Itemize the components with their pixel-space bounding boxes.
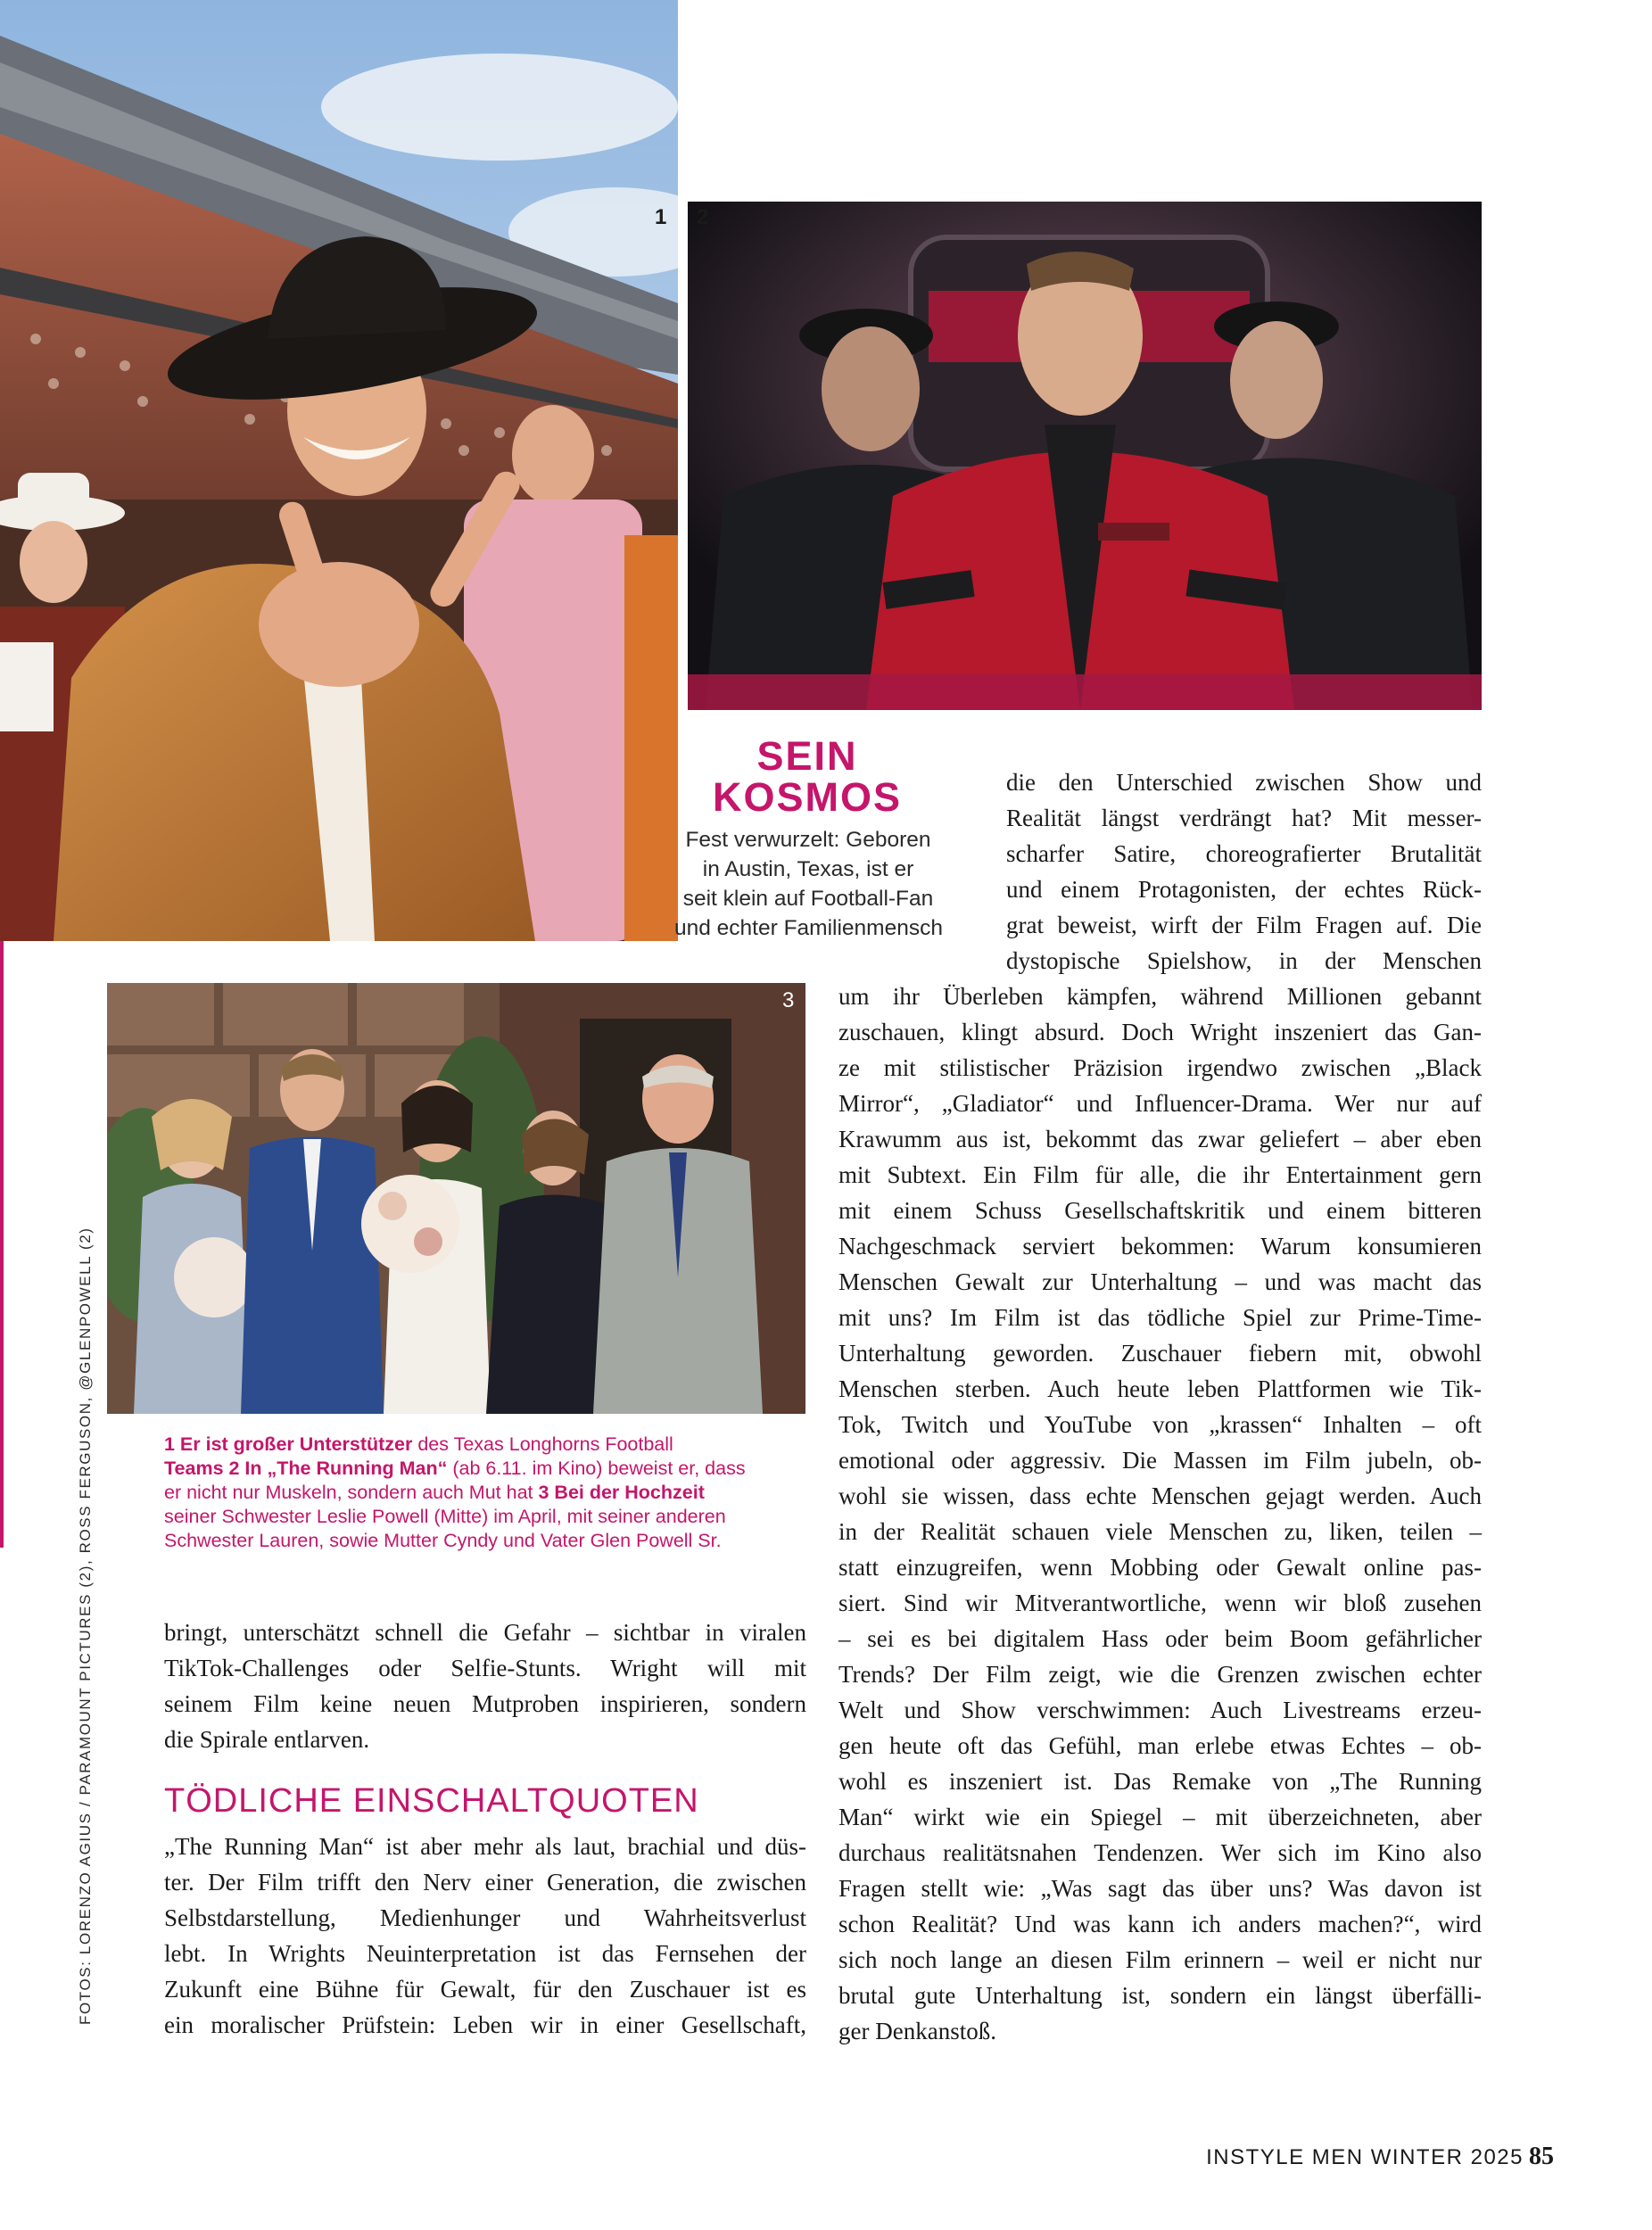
sidebar-text-line: in Austin, Texas, ist er bbox=[702, 857, 914, 881]
photo-running-man-still bbox=[688, 202, 1482, 710]
body-line: dystopische Spielshow, in der Menschen bbox=[1006, 947, 1482, 974]
body-line: bringt, unterschätzt schnell die Gefahr – sichtbar in viralen bbox=[164, 1619, 806, 1646]
body-line: Realität längst verdrängt hat? Mit messer- bbox=[1006, 805, 1482, 831]
body-line: Krawumm aus ist, bekommt das zwar geliefert – aber eben bbox=[838, 1126, 1482, 1152]
photo-number-1: 1 bbox=[655, 205, 667, 229]
body-column-right-top bbox=[1006, 764, 1482, 979]
caption-line bbox=[164, 1433, 806, 1457]
body-line: Man“ wirkt wie ein Spiegel – mit überzeichneten, aber bbox=[838, 1804, 1482, 1830]
photo-number-2: 2 bbox=[697, 205, 709, 229]
body-line: durchaus realitätsnahen Tendenzen. Wer sich im Kino also bbox=[838, 1839, 1482, 1866]
body-line: mit Subtext. Ein Film für alle, die ihr Entertainment gern bbox=[838, 1161, 1482, 1188]
sidebar-text bbox=[674, 825, 942, 943]
body-line: die Spirale entlarven. bbox=[164, 1726, 370, 1753]
photo-credit: FOTOS: LORENZO AGIUS / PARAMOUNT PICTURES (2), ROSS FERGUSON, @GLENPOWELL (2) bbox=[77, 1226, 94, 2025]
body-line: Trends? Der Film zeigt, wie die Grenzen zwischen echter bbox=[838, 1661, 1482, 1688]
sidebar-title-line: SEIN bbox=[756, 733, 858, 779]
body-line: mit einem Schuss Gesellschaftskritik und einem bitteren bbox=[838, 1197, 1482, 1224]
body-column-left-bottom bbox=[164, 1829, 806, 2043]
page-footer bbox=[1206, 2143, 1554, 2171]
magazine-issue: INSTYLE MEN WINTER 2025 bbox=[1206, 2145, 1524, 2169]
body-line: scharfer Satire, choreografierter Brutalität bbox=[1006, 840, 1482, 867]
caption-bold: 3 Bei der Hochzeit bbox=[538, 1482, 705, 1503]
body-line: wohl es inszeniert ist. Das Remake von „The Running bbox=[838, 1768, 1482, 1795]
caption-text: (ab 6.11. im Kino) beweist er, dass bbox=[447, 1458, 746, 1479]
body-line: grat beweist, wirft der Film Fragen auf. Die bbox=[1006, 912, 1482, 938]
caption-bold: 1 Er ist großer Unterstützer bbox=[164, 1433, 413, 1455]
caption-bold: Teams 2 In „The Running Man“ bbox=[164, 1458, 448, 1479]
body-line: Menschen sterben. Auch heute leben Plattformen wie Tik- bbox=[838, 1375, 1482, 1402]
caption-line bbox=[164, 1457, 806, 1481]
body-line: „The Running Man“ ist aber mehr als laut, brachial und düs- bbox=[164, 1833, 806, 1860]
body-line: mit uns? Im Film ist das tödliche Spiel zur Prime-Time- bbox=[838, 1304, 1482, 1331]
body-line: ein moralischer Prüfstein: Leben wir in einer Gesellschaft, bbox=[164, 2011, 806, 2038]
sidebar-text-line: seit klein auf Football-Fan bbox=[682, 887, 934, 911]
sidebar-text-line: und echter Familienmensch bbox=[674, 916, 943, 940]
body-line: wohl sie wissen, dass echte Menschen gejagt werden. Auch bbox=[838, 1483, 1482, 1509]
body-line: Welt und Show verschwimmen: Auch Livestreams erzeu- bbox=[838, 1697, 1482, 1723]
body-line: schon Realität? Und was kann ich anders machen?“, wird bbox=[838, 1911, 1482, 1937]
body-line: brutal gute Unterhaltung ist, sondern ein längst überfälli- bbox=[838, 1982, 1482, 2009]
body-line: um ihr Überleben kämpfen, während Millionen gebannt bbox=[838, 983, 1482, 1010]
photo-stadium-cowboy bbox=[0, 0, 678, 941]
body-line: Unterhaltung geworden. Zuschauer fiebern mit, obwohl bbox=[838, 1340, 1482, 1367]
body-line: Menschen Gewalt zur Unterhaltung – und was macht das bbox=[838, 1268, 1482, 1295]
caption-line bbox=[164, 1481, 806, 1505]
body-line: ter. Der Film trifft den Nerv einer Generation, die zwischen bbox=[164, 1869, 806, 1896]
body-line: lebt. In Wrights Neuinterpretation ist das Fernsehen der bbox=[164, 1940, 806, 1967]
body-line: TikTok-Challenges oder Selfie-Stunts. Wright will mit bbox=[164, 1655, 806, 1681]
photo-wedding-family bbox=[107, 983, 805, 1414]
page-number: 85 bbox=[1529, 2143, 1554, 2170]
body-line: ze mit stilistischer Präzision irgendwo zwischen „Black bbox=[838, 1054, 1482, 1081]
body-line: gen heute oft das Gefühl, man erlebe etwas Echtes – ob- bbox=[838, 1732, 1482, 1759]
sidebar-title-line: KOSMOS bbox=[712, 774, 903, 820]
body-line: ger Denkanstoß. bbox=[838, 2018, 996, 2044]
body-line: statt einzugreifen, wenn Mobbing oder Gewalt online pas- bbox=[838, 1554, 1482, 1581]
body-line: die den Unterschied zwischen Show und bbox=[1006, 769, 1482, 796]
photo-caption bbox=[164, 1433, 806, 1553]
accent-line bbox=[0, 941, 4, 1548]
body-line: in der Realität schauen viele Menschen zu, liken, teilen – bbox=[838, 1518, 1482, 1545]
body-column-left-top bbox=[164, 1615, 806, 1757]
sidebar-title bbox=[687, 733, 928, 820]
body-line: Mirror“, „Gladiator“ und Influencer-Drama. Wer nur auf bbox=[838, 1090, 1482, 1117]
body-line: zuschauen, klingt absurd. Doch Wright inszeniert das Gan- bbox=[838, 1019, 1482, 1045]
body-line: Nachgeschmack serviert bekommen: Warum konsumieren bbox=[838, 1233, 1482, 1260]
caption-text: er nicht nur Muskeln, sondern auch Mut hat bbox=[164, 1482, 539, 1503]
body-line: Fragen stellt wie: „Was sagt das über uns? Was davon ist bbox=[838, 1875, 1482, 1902]
caption-text: des Texas Longhorns Football bbox=[412, 1433, 673, 1455]
photo-number-3: 3 bbox=[782, 988, 795, 1012]
section-heading: TÖDLICHE EINSCHALTQUOTEN bbox=[164, 1782, 699, 1820]
caption-line: Schwester Lauren, sowie Mutter Cyndy und Vater Glen Powell Sr. bbox=[164, 1530, 722, 1551]
body-line: und einem Protagonisten, der echtes Rück- bbox=[1006, 876, 1482, 903]
body-line: seinem Film keine neuen Mutproben inspirieren, sondern bbox=[164, 1690, 806, 1717]
body-line: – sei es bei digitalem Hass oder beim Boom gefährlicher bbox=[838, 1625, 1482, 1652]
caption-line: seiner Schwester Leslie Powell (Mitte) im April, mit seiner anderen bbox=[164, 1506, 726, 1527]
body-line: Tok, Twitch und YouTube von „krassen“ Inhalten – oft bbox=[838, 1411, 1482, 1438]
body-line: sich noch lange an diesen Film erinnern – weil er nicht nur bbox=[838, 1946, 1482, 1973]
body-line: emotional oder aggressiv. Die Massen im Film jubeln, ob- bbox=[838, 1447, 1482, 1474]
body-line: siert. Sind wir Mitverantwortliche, wenn wir bloß zusehen bbox=[838, 1590, 1482, 1616]
body-line: Selbstdarstellung, Medienhunger und Wahrheitsverlust bbox=[164, 1904, 806, 1931]
sidebar-text-line: Fest verwurzelt: Geboren bbox=[685, 828, 931, 852]
body-line: Zukunft eine Bühne für Gewalt, für den Zuschauer ist es bbox=[164, 1976, 806, 2003]
body-column-right bbox=[838, 979, 1482, 2049]
